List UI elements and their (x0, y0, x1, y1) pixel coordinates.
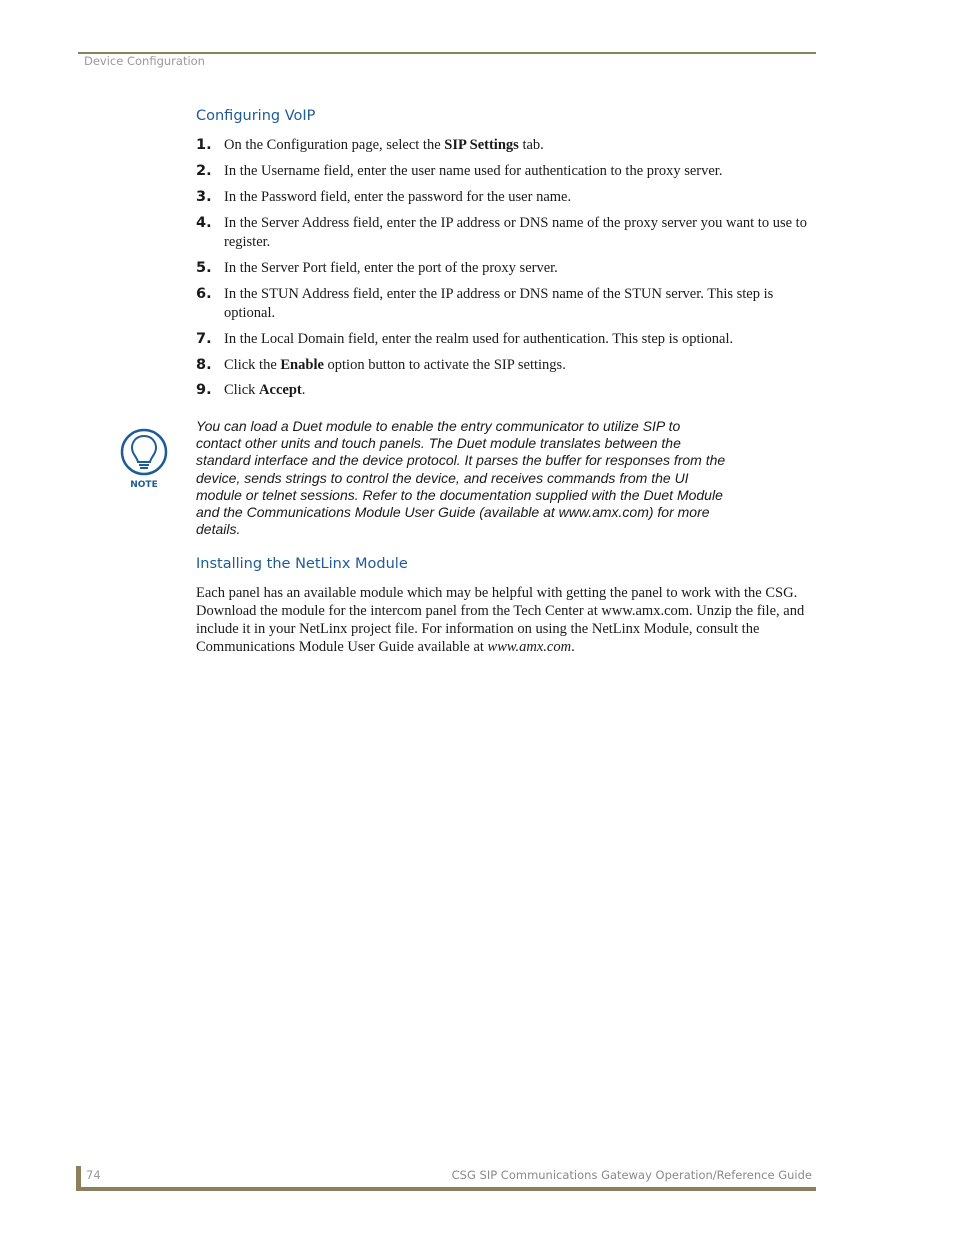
step-text-part: On the Configuration page, select the (224, 137, 445, 153)
step-number: 4. (196, 215, 212, 231)
step-text (224, 357, 566, 373)
step-text: In the Server Port field, enter the port of the proxy server. (224, 260, 558, 276)
steps-list (196, 136, 816, 400)
step-number: 6. (196, 286, 212, 302)
step-text-part: Click (224, 382, 260, 398)
step-item (196, 162, 816, 181)
footer-title: CSG SIP Communications Gateway Operation/Reference Guide (451, 1168, 812, 1182)
footer-rule (76, 1187, 816, 1191)
step-number: 1. (196, 137, 212, 153)
step-number: 7. (196, 331, 212, 347)
step-text-part: option button to activate the SIP settings. (323, 357, 566, 373)
url-text: www.amx.com (487, 639, 572, 655)
step-item (196, 259, 816, 278)
step-number: 8. (196, 357, 212, 373)
step-text: In the Server Address field, enter the IP address or DNS name of the proxy server you want to use to register. (224, 215, 807, 250)
step-text-part: Click the (224, 357, 281, 373)
running-head: Device Configuration (84, 54, 205, 68)
step-item (196, 214, 816, 252)
note-label: NOTE (130, 480, 158, 490)
step-text: In the Username field, enter the user name used for authentication to the proxy server. (224, 163, 723, 179)
step-text-part: tab. (518, 137, 544, 153)
section-heading-configuring-voip: Configuring VoIP (196, 108, 316, 124)
body-paragraph (196, 584, 818, 656)
step-number: 2. (196, 163, 212, 179)
step-text-part: . (301, 382, 306, 398)
step-number: 3. (196, 189, 212, 205)
step-item (196, 188, 816, 207)
step-item (196, 356, 816, 375)
step-item (196, 381, 816, 400)
step-text (224, 137, 544, 153)
step-number: 5. (196, 260, 212, 276)
step-number: 9. (196, 382, 212, 398)
step-emphasis: SIP Settings (444, 137, 519, 153)
page-number: 74 (86, 1168, 101, 1182)
step-emphasis: Accept (259, 382, 302, 398)
note-text: You can load a Duet module to enable the entry communicator to utilize SIP to contact other units and touch panels. The Duet module translates between the standard interface and the device protocol. It parses the buffer for responses from the device, sends strings to control the device, and receives commands from the UI module or telnet sessions. Refer to the documentation supplied with the Duet Module and the Communications Module User Guide (available at www.amx.com) for more details. (196, 418, 726, 538)
step-item (196, 285, 816, 323)
step-text: In the Local Domain field, enter the realm used for authentication. This step is optional. (224, 331, 734, 347)
step-text: In the Password field, enter the password for the user name. (224, 189, 572, 205)
paragraph-text: Each panel has an available module which may be helpful with getting the panel to work with the CSG. Download the module for the intercom panel from the Tech Center at www.amx.com. Unzip the file, and include it in your NetLinx project file. For information on using the NetLinx Module, consult the Communications Module User Guide available at (196, 585, 805, 655)
step-item (196, 330, 816, 349)
lightbulb-icon (118, 426, 170, 490)
section-heading-installing-netlinx: Installing the NetLinx Module (196, 556, 408, 572)
step-text (224, 382, 305, 398)
paragraph-end: . (571, 639, 575, 655)
step-text: In the STUN Address field, enter the IP address or DNS name of the STUN server. This step is optional. (224, 286, 774, 321)
step-emphasis: Enable (280, 357, 324, 373)
step-item (196, 136, 816, 155)
